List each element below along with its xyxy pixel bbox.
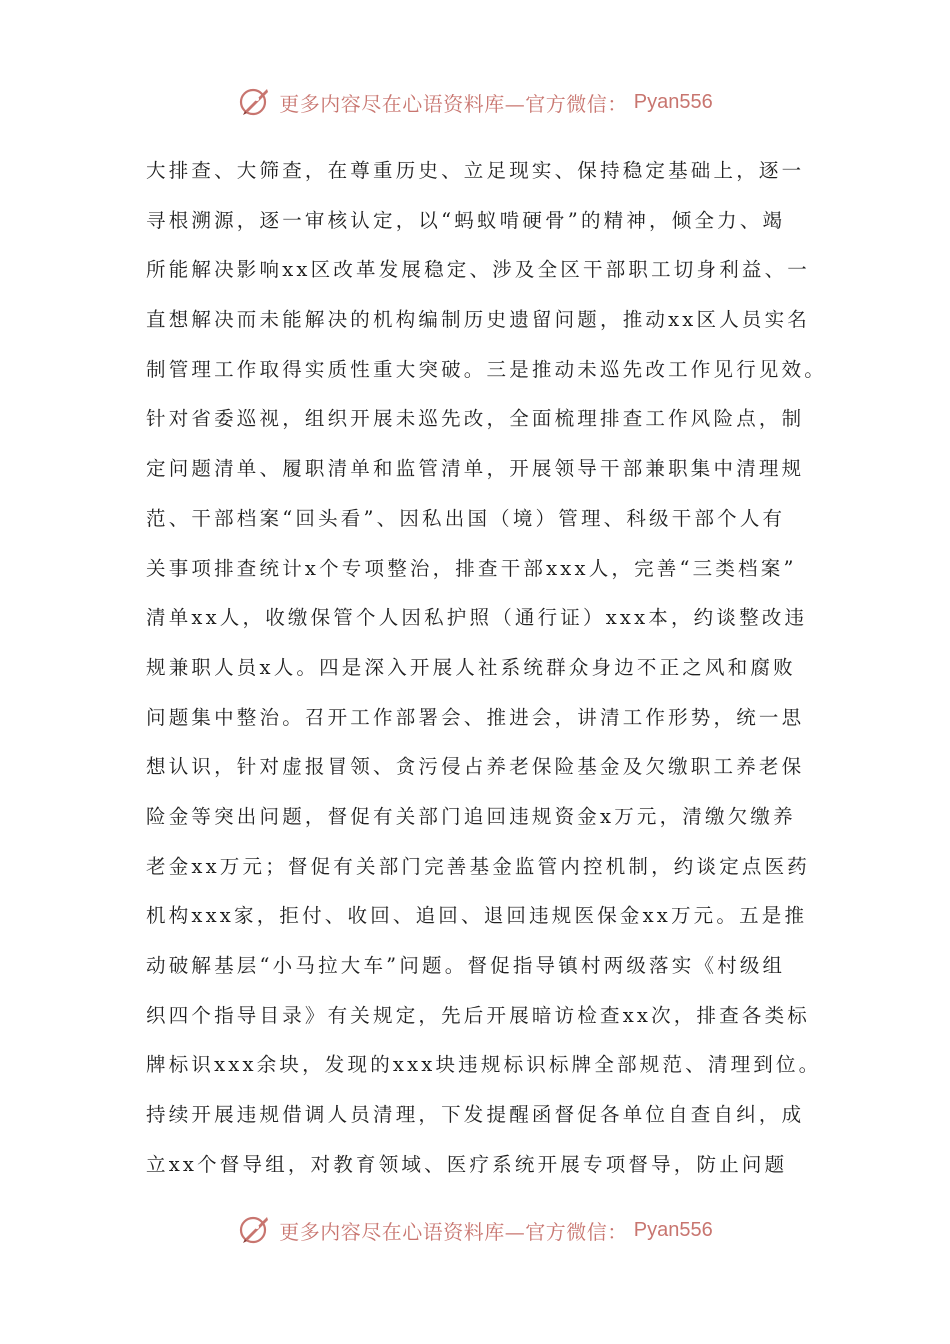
text-line: 老金xx万元；督促有关部门完善基金监管内控机制，约谈定点医药: [146, 854, 810, 878]
text-line: 想认识，针对虚报冒领、贪污侵占养老保险基金及欠缴职工养老保: [146, 755, 805, 779]
footer-watermark-banner: [0, 1210, 950, 1250]
text-line: 牌标识xxx余块，发现的xxx块违规标识标牌全部规范、清理到位。: [146, 1053, 822, 1077]
text-line: 制管理工作取得实质性重大突破。三是推动未巡先改工作见行见效。: [146, 357, 828, 381]
pen-logo-icon: [237, 1212, 273, 1248]
header-watermark-banner: [0, 82, 950, 122]
text-line: 定问题清单、履职清单和监管清单，开展领导干部兼职集中清理规: [146, 457, 805, 481]
text-line: 立xx个督导组，对教育领域、医疗系统开展专项督导，防止问题: [146, 1152, 788, 1176]
text-line: 直想解决而未能解决的机构编制历史遗留问题，推动xx区人员实名: [146, 308, 810, 332]
document-body: [146, 146, 826, 1189]
wechat-id: Pyan556: [633, 90, 713, 113]
text-line: 险金等突出问题，督促有关部门追回违规资金x万元，清缴欠缴养: [146, 804, 796, 828]
text-line: 清单xx人，收缴保管个人因私护照（通行证）xxx本，约谈整改违: [146, 606, 808, 630]
text-line: 问题集中整治。召开工作部署会、推进会，讲清工作形势，统一思: [146, 705, 805, 729]
pen-logo-icon: [237, 84, 273, 120]
wechat-id: Pyan556: [633, 1218, 713, 1241]
text-line: 范、干部档案“回头看”、因私出国（境）管理、科级干部个人有: [146, 506, 786, 530]
text-line: 规兼职人员x人。四是深入开展人社系统群众身边不正之风和腐败: [146, 655, 796, 679]
text-line: 机构xxx家，拒付、收回、追回、退回违规医保金xx万元。五是推: [146, 904, 808, 928]
banner-text: 更多内容尽在心语资料库—官方微信：: [279, 91, 628, 116]
text-line: 持续开展违规借调人员清理，下发提醒函督促各单位自查自纠，成: [146, 1103, 805, 1127]
text-line: 动破解基层“小马拉大车”问题。督促指导镇村两级落实《村级组: [146, 954, 786, 977]
text-line: 寻根溯源，逐一审核认定，以“蚂蚁啃硬骨”的精神，倾全力、竭: [146, 208, 786, 232]
text-line: 所能解决影响xx区改革发展稳定、涉及全区干部职工切身利益、一: [146, 258, 810, 282]
text-line: 织四个指导目录》有关规定，先后开展暗访检查xx次，排查各类标: [146, 1003, 810, 1027]
banner-text: 更多内容尽在心语资料库—官方微信：: [279, 1219, 628, 1244]
text-line: 大排查、大筛查，在尊重历史、立足现实、保持稳定基础上，逐一: [146, 159, 805, 182]
text-line: 关事项排查统计x个专项整治，排查干部xxx人，完善“三类档案”: [146, 556, 797, 580]
text-line: 针对省委巡视，组织开展未巡先改，全面梳理排查工作风险点，制: [146, 407, 805, 431]
